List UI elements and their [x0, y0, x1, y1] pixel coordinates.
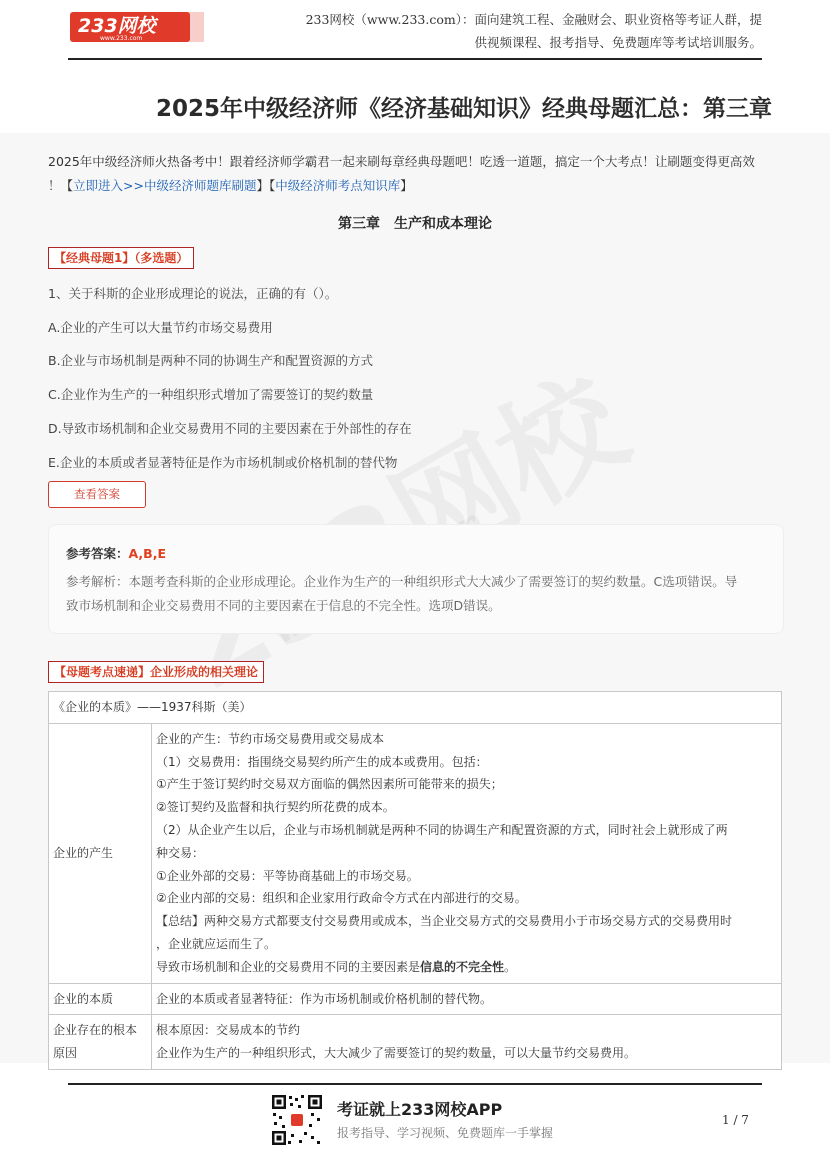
row-label-line-2: 原因	[53, 1046, 78, 1061]
knowledge-base-link[interactable]: 中级经济师考点知识库	[275, 178, 401, 193]
option-e: E.企业的本质或者显著特征是作为市场机制或价格机制的替代物	[48, 455, 398, 470]
row-content	[152, 723, 782, 983]
content-line: 企业的产生：节约市场交易费用或交易成本	[156, 731, 385, 746]
intro-bracket-open: ！【	[48, 178, 74, 193]
intro-text: 2025年中级经济师火热备考中！跟着经济师学霸君一起来刷每章经典母题吧！吃透一道题，搞定一个大考点！让刷题变得更高效	[48, 154, 755, 169]
answer-label: 参考答案：	[66, 546, 129, 561]
table-row	[49, 1015, 782, 1070]
content-line: 企业的本质或者显著特征：作为市场机制或价格机制的替代物。	[156, 991, 493, 1006]
table-row	[49, 723, 782, 983]
table-row	[49, 983, 782, 1015]
content-line: ②签订契约及监督和执行契约所花费的成本。	[156, 800, 395, 815]
footer-divider	[68, 1083, 762, 1085]
page-number: 1 / 7	[722, 1113, 749, 1127]
qr-code-icon	[271, 1094, 323, 1146]
row-label-line-1: 企业存在的根本	[53, 1023, 138, 1038]
knowledge-tag: 【母题考点速递】企业形成的相关理论	[48, 661, 264, 683]
content-line-prefix: 导致市场机制和企业的交易费用不同的主要因素是	[156, 959, 421, 974]
knowledge-table	[48, 691, 782, 1070]
page-title: 2025年中级经济师《经济基础知识》经典母题汇总：第三章	[155, 96, 772, 122]
content-line: （2）从企业产生以后，企业与市场机制就是两种不同的协调生产和配置资源的方式，同时社会上就形成了两	[156, 822, 728, 837]
analysis-line-2: 致市场机制和企业交易费用不同的主要因素在于信息的不完全性。选项D错误。	[66, 598, 501, 613]
content-line: ②企业内部的交易：组织和企业家用行政命令方式在内部进行的交易。	[156, 891, 527, 906]
intro-bracket-mid: 】【	[256, 178, 276, 193]
content-line: 根本原因：交易成本的节约	[156, 1023, 301, 1038]
option-a: A.企业的产生可以大量节约市场交易费用	[48, 320, 273, 335]
table-row	[49, 692, 782, 724]
content-line: 【总结】两种交易方式都要支付交易费用或成本，当企业交易方式的交易费用小于市场交易方式的交易费用时	[156, 914, 733, 929]
row-label: 企业的产生	[49, 723, 152, 983]
content-line: 种交易：	[156, 845, 205, 860]
show-answer-button[interactable]: 查看答案	[48, 481, 146, 508]
question-bank-link[interactable]: 立即进入>>中级经济师题库刷题	[73, 178, 257, 193]
option-b: B.企业与市场机制是两种不同的协调生产和配置资源的方式	[48, 353, 374, 368]
table-header-cell: 《企业的本质》——1937科斯（美）	[49, 692, 782, 724]
content-line: 企业作为生产的一种组织形式，大大减少了需要签订的契约数量，可以大量节约交易费用。	[156, 1046, 637, 1061]
content-line	[156, 956, 777, 979]
question-tag: 【经典母题1】（多选题）	[48, 247, 194, 269]
header-divider	[68, 58, 762, 60]
footer-title: 考证就上233网校APP	[337, 1100, 503, 1119]
row-content	[152, 1015, 782, 1070]
content-line: ①企业外部的交易：平等协商基础上的市场交易。	[156, 868, 419, 883]
intro-bracket-close: 】	[400, 178, 413, 193]
intro-paragraph	[48, 150, 780, 198]
content-line: ①产生于签订契约时交易双方面临的偶然因素所可能带来的损失；	[156, 777, 503, 792]
question-stem: 1、关于科斯的企业形成理论的说法，正确的有（）。	[48, 286, 338, 301]
option-c: C.企业作为生产的一种组织形式增加了需要签订的契约数量	[48, 387, 374, 402]
row-label	[49, 1015, 152, 1070]
header-line-1: 233网校（www.233.com）：面向建筑工程、金融财会、职业资格等考证人群，提	[305, 12, 762, 27]
chapter-title: 第三章 生产和成本理论	[338, 216, 492, 232]
option-d: D.导致市场机制和企业交易费用不同的主要因素在于外部性的存在	[48, 421, 412, 436]
logo-subtext: www.233.com	[100, 35, 143, 42]
answer-value: A,B,E	[128, 546, 166, 561]
header-description	[276, 8, 762, 54]
answer-line	[66, 544, 166, 562]
row-content	[152, 983, 782, 1015]
footer-subtitle: 报考指导、学习视频、免费题库一手掌握	[337, 1126, 554, 1140]
analysis-line-1: 参考解析：本题考查科斯的企业形成理论。企业作为生产的一种组织形式大大减少了需要签订的契约数量。C选项错误。导	[66, 574, 738, 589]
answer-analysis	[66, 570, 766, 618]
content-line: （1）交易费用：指围绕交易契约所产生的成本或费用。包括：	[156, 754, 488, 769]
logo-text: 233网校	[78, 15, 156, 37]
header-line-2: 供视频课程、报考指导、免费题库等考试培训服务。	[474, 35, 762, 50]
site-logo	[70, 8, 204, 46]
row-label: 企业的本质	[49, 983, 152, 1015]
content-line-suffix: 。	[504, 959, 517, 974]
content-line-bold: 信息的不完全性	[420, 959, 505, 974]
content-line: ，企业就应运而生了。	[156, 936, 277, 951]
